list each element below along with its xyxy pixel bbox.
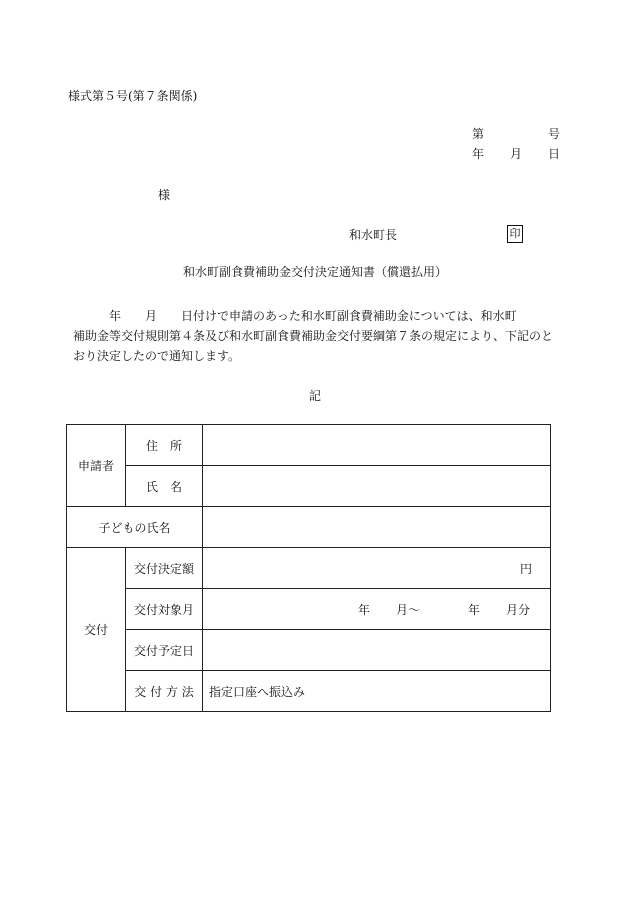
body-paragraph [73, 306, 563, 366]
doc-no-suffix: 号 [547, 127, 560, 141]
form-number: 様式第５号(第７条関係) [68, 89, 198, 103]
name-field[interactable] [203, 466, 551, 507]
body-line-1: 年 月 日付けで申請のあった和水町副食費補助金については、和水町 [73, 309, 517, 323]
amount-field[interactable] [203, 548, 551, 589]
body-line-2: 補助金等交付規則第４条及び和水町副食費補助金交付要綱第７条の規定により、下記のと [73, 329, 554, 343]
date-month: 月 [509, 147, 522, 161]
method-value: 指定口座へ振込み [203, 671, 551, 712]
address-field[interactable] [203, 425, 551, 466]
period-month-1: 月～ [396, 603, 421, 617]
issuer-name: 和水町長 [349, 228, 398, 242]
date-year: 年 [472, 147, 485, 161]
name-label: 氏 名 [126, 466, 203, 507]
child-name-field[interactable] [203, 507, 551, 548]
grant-details-table [66, 424, 551, 712]
amount-label: 交付決定額 [126, 548, 203, 589]
table-row [67, 630, 551, 671]
date-day: 日 [547, 147, 560, 161]
scheduled-date-label: 交付予定日 [126, 630, 203, 671]
address-label: 住 所 [126, 425, 203, 466]
method-label: 交 付 方 法 [126, 671, 203, 712]
document-title: 和水町副食費補助金交付決定通知書（償還払用） [182, 265, 447, 279]
ki-heading: 記 [308, 389, 321, 403]
yen-unit: 円 [519, 561, 532, 576]
doc-no-prefix: 第 [472, 127, 485, 141]
table-row [67, 466, 551, 507]
child-name-label: 子どもの氏名 [67, 507, 203, 548]
period-year-2: 年 [468, 603, 481, 617]
period-year-1: 年 [358, 603, 371, 617]
seal-mark: 印 [507, 225, 523, 243]
grant-label: 交付 [67, 548, 126, 712]
issue-date-line [472, 146, 560, 162]
document-number-line [472, 126, 560, 142]
addressee-honorific: 様 [158, 188, 171, 202]
scheduled-date-field[interactable] [203, 630, 551, 671]
table-row [67, 507, 551, 548]
period-field[interactable] [203, 589, 551, 630]
period-month-2: 月分 [506, 603, 531, 617]
applicant-label: 申請者 [67, 425, 126, 507]
table-row [67, 671, 551, 712]
body-line-3: おり決定したので通知します。 [73, 349, 241, 363]
period-label: 交付対象月 [126, 589, 203, 630]
table-row [67, 548, 551, 589]
table-row [67, 589, 551, 630]
table-row [67, 425, 551, 466]
